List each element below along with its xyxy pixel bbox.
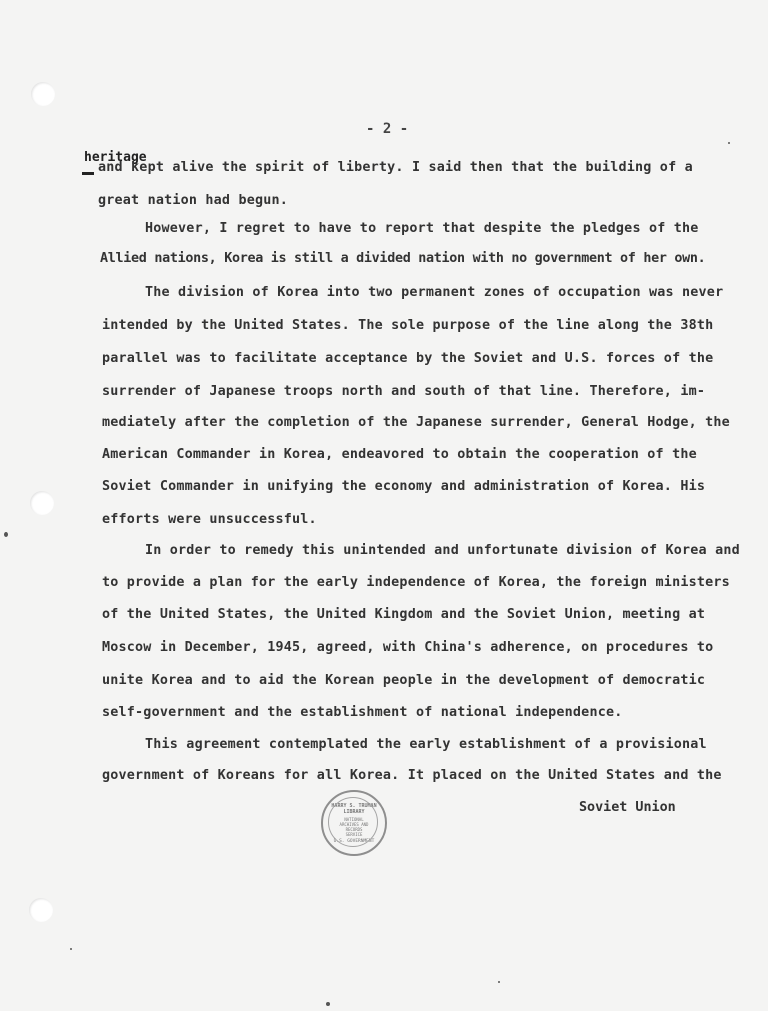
text-line: efforts were unsuccessful. — [102, 512, 317, 527]
punch-hole-middle — [30, 491, 54, 515]
text-line: and kept alive the spirit of liberty. I said then that the building of a — [98, 160, 693, 175]
paper-speck — [326, 1002, 330, 1006]
text-line: government of Koreans for all Korea. It placed on the United States and the — [102, 768, 722, 783]
text-line: unite Korea and to aid the Korean people in the development of democratic — [102, 673, 706, 688]
paper-speck — [4, 532, 8, 537]
text-line: Allied nations, Korea is still a divided nation with no government of her own. — [100, 251, 706, 266]
handwritten-insertion: heritage — [84, 150, 147, 165]
text-line: intended by the United States. The sole purpose of the line along the 38th — [102, 318, 714, 333]
stamp-middle-text: SERVICE — [345, 831, 363, 837]
paper-speck — [70, 948, 72, 950]
page-number: - 2 - — [366, 121, 409, 137]
text-line: In order to remedy this unintended and unfortunate division of Korea and — [145, 543, 740, 558]
stamp-bottom-text: U.S. GOVERNMENT — [333, 838, 375, 844]
punch-hole-bottom — [29, 898, 53, 922]
text-line: great nation had begun. — [98, 193, 289, 208]
text-line: Soviet Commander in unifying the economy and administration of Korea. His — [102, 479, 706, 494]
library-stamp — [321, 790, 387, 856]
text-line: This agreement contemplated the early establishment of a provisional — [145, 737, 707, 752]
text-line: parallel was to facilitate acceptance by the Soviet and U.S. forces of the — [102, 351, 714, 366]
stamp-middle-text: NATIONAL — [344, 816, 364, 822]
text-line: Moscow in December, 1945, agreed, with China's adherence, on procedures to — [102, 640, 714, 655]
text-line: The division of Korea into two permanent zones of occupation was never — [145, 285, 724, 300]
paper-speck — [728, 142, 730, 144]
text-line: of the United States, the United Kingdom and the Soviet Union, meeting at — [102, 607, 706, 622]
text-line: self-government and the establishment of national independence. — [102, 705, 623, 720]
insertion-caret — [82, 172, 94, 175]
stamp-middle-text: RECORDS — [345, 826, 363, 832]
catchword: Soviet Union — [579, 800, 676, 815]
text-line: mediately after the completion of the Japanese surrender, General Hodge, the — [102, 415, 730, 430]
stamp-top-text: HARRY S. TRUMAN LIBRARY — [331, 802, 377, 815]
text-line: However, I regret to have to report that despite the pledges of the — [145, 221, 699, 236]
stamp-middle-text: ARCHIVES AND — [339, 821, 369, 827]
punch-hole-top — [31, 82, 55, 106]
stamp-inner-ring — [328, 797, 378, 847]
text-line: to provide a plan for the early independence of Korea, the foreign ministers — [102, 575, 730, 590]
text-line: surrender of Japanese troops north and south of that line. Therefore, im- — [102, 384, 706, 399]
paper-speck — [498, 981, 500, 983]
text-line: American Commander in Korea, endeavored to obtain the cooperation of the — [102, 447, 697, 462]
